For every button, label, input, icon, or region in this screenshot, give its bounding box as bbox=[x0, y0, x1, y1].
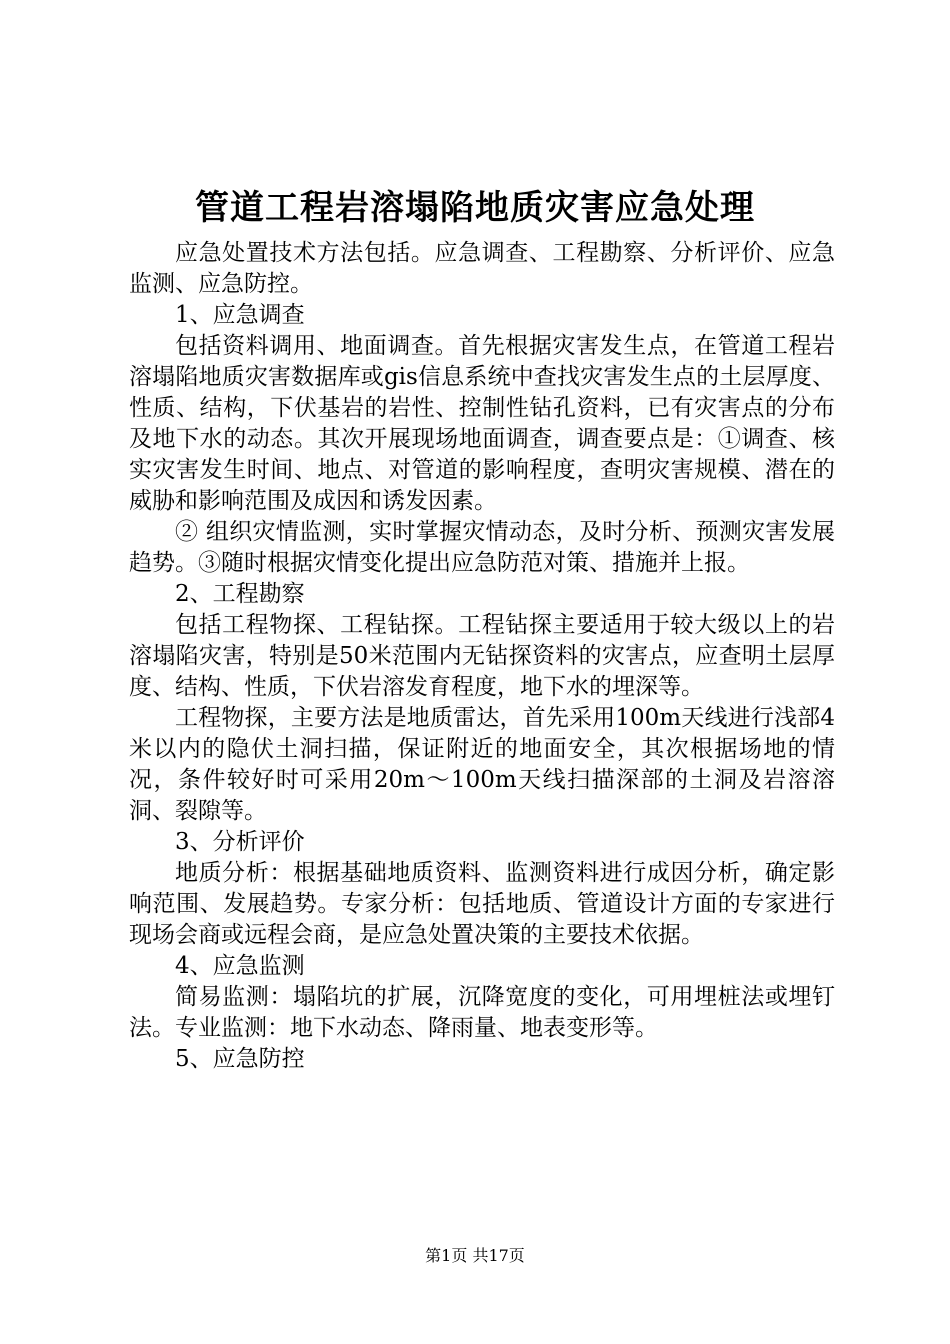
section-heading-monitoring: 4、应急监测 bbox=[175, 953, 305, 979]
page-footer: 第1页 共17页 bbox=[425, 1246, 525, 1265]
section-heading-survey: 2、工程勘察 bbox=[175, 581, 305, 607]
survey-paragraph-2: 工程物探，主要方法是地质雷达，首先采用100m天线进行浅部4米以内的隐伏土洞扫描，保证附近的地面安全，其次根据场地的情况，条件较好时可采用20m～100m天线扫描深部的土洞及岩溶溶洞、裂隙等。 bbox=[129, 705, 835, 824]
section-heading-prevention: 5、应急防控 bbox=[175, 1046, 305, 1072]
intro-paragraph: 应急处置技术方法包括。应急调查、工程勘察、分析评价、应急监测、应急防控。 bbox=[129, 240, 835, 297]
investigation-paragraph-1: 包括资料调用、地面调查。首先根据灾害发生点，在管道工程岩溶塌陷地质灾害数据库或gis信息系统中查找灾害发生点的土层厚度、性质、结构，下伏基岩的岩性、控制性钻孔资料，已有灾害点的分布及地下水的动态。其次开展现场地面调查，调查要点是：①调查、核实灾害发生时间、地点、对管道的影响程度，查明灾害规模、潜在的威胁和影响范围及成因和诱发因素。 bbox=[129, 333, 835, 514]
document-title: 管道工程岩溶塌陷地质灾害应急处理 bbox=[195, 188, 755, 228]
survey-paragraph-1: 包括工程物探、工程钻探。工程钻探主要适用于较大级以上的岩溶塌陷灾害，特别是50米范围内无钻探资料的灾害点，应查明土层厚度、结构、性质，下伏岩溶发育程度，地下水的埋深等。 bbox=[129, 612, 835, 700]
analysis-paragraph-1: 地质分析：根据基础地质资料、监测资料进行成因分析，确定影响范围、发展趋势。专家分析：包括地质、管道设计方面的专家进行现场会商或远程会商，是应急处置决策的主要技术依据。 bbox=[129, 860, 835, 948]
section-heading-analysis: 3、分析评价 bbox=[175, 829, 305, 855]
monitoring-paragraph-1: 简易监测：塌陷坑的扩展，沉降宽度的变化，可用埋桩法或埋钉法。专业监测：地下水动态、降雨量、地表变形等。 bbox=[129, 984, 835, 1041]
section-heading-investigation: 1、应急调查 bbox=[175, 302, 305, 328]
investigation-paragraph-2: ② 组织灾情监测，实时掌握灾情动态，及时分析、预测灾害发展趋势。③随时根据灾情变化提出应急防范对策、措施并上报。 bbox=[129, 519, 835, 576]
document-body bbox=[129, 238, 835, 1075]
